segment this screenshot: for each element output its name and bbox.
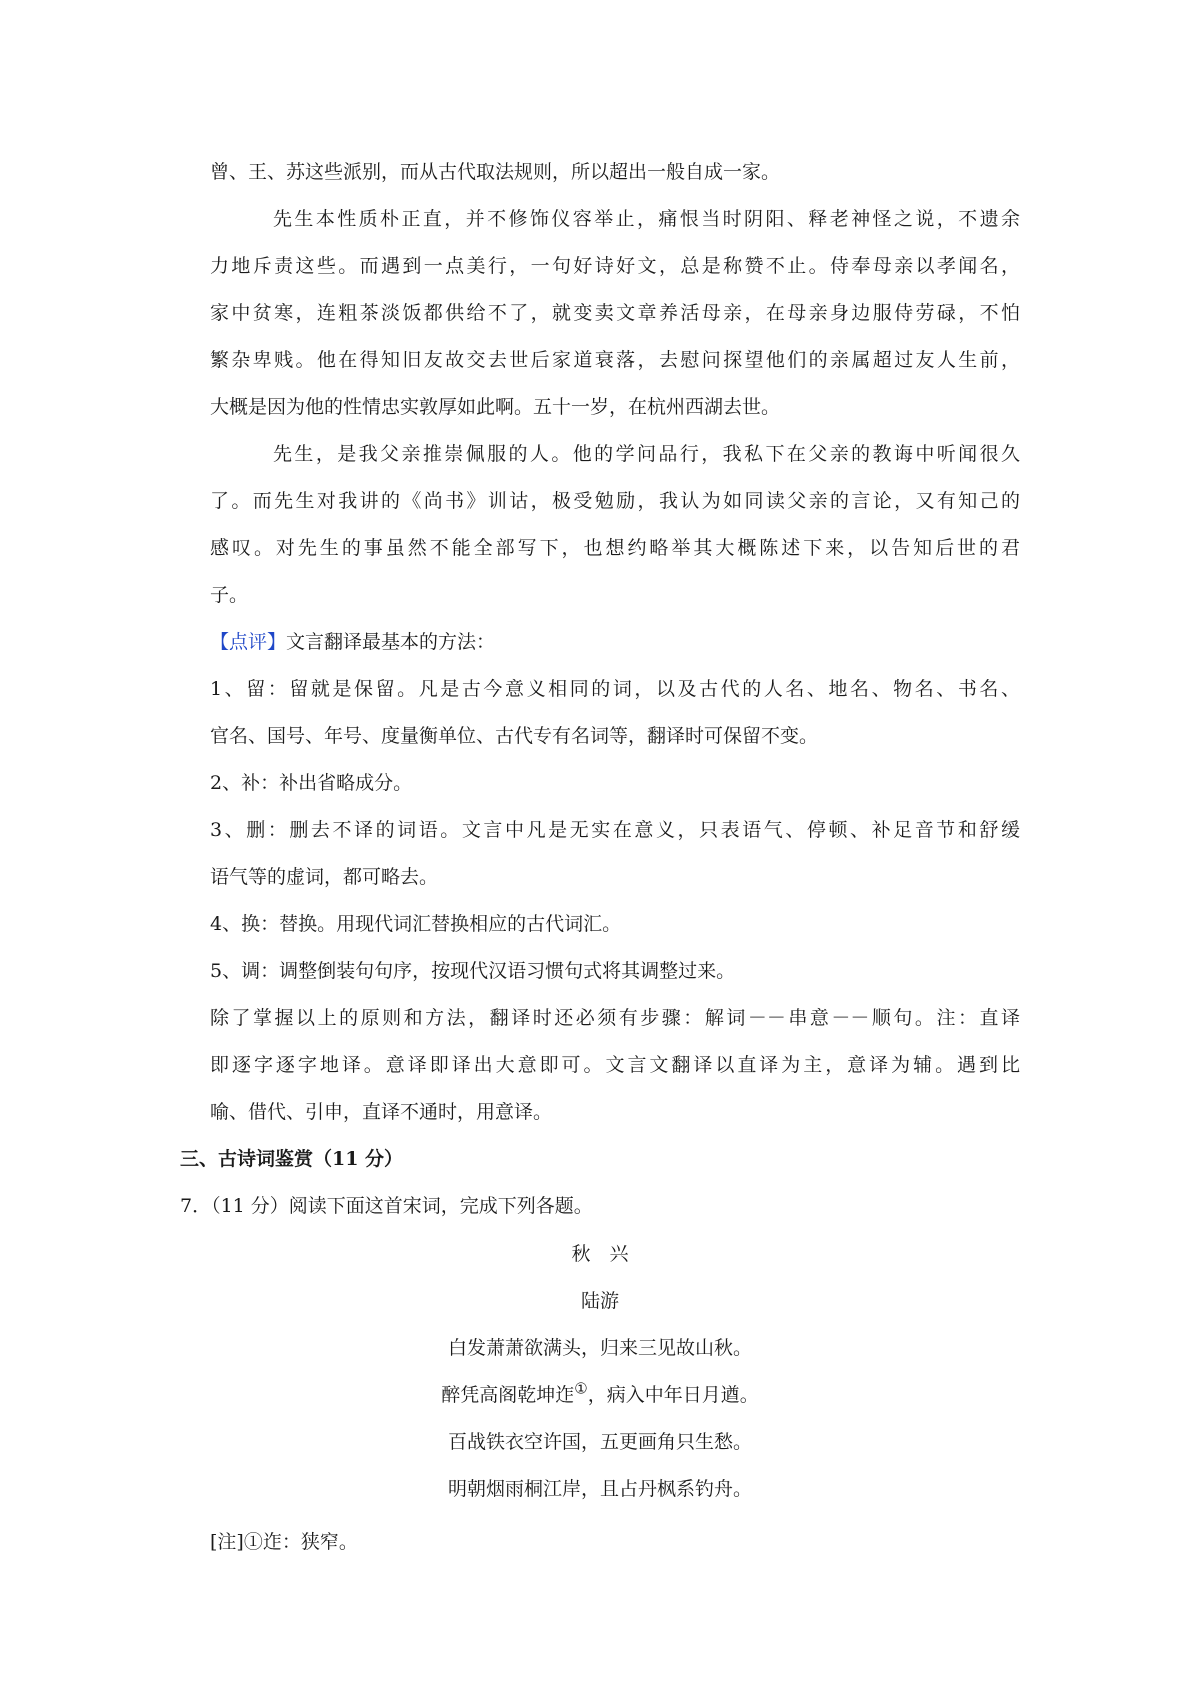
comment-intro: 文言翻译最基本的方法： xyxy=(286,631,496,653)
paragraph-3-line-2: 了。而先生对我讲的《尚书》训诂，极受勉励，我认为如同读父亲的言论，又有知己的 xyxy=(210,490,1020,512)
paragraph-2-line-5: 大概是因为他的性情忠实敦厚如此啊。五十一岁，在杭州西湖去世。 xyxy=(210,396,781,418)
paragraph-3-line-3: 感叹。对先生的事虽然不能全部写下，也想约略举其大概陈述下来，以告知后世的君 xyxy=(210,537,1020,559)
comment-item-3-line-1: 3、删：删去不译的词语。文言中凡是无实在意义，只表语气、停顿、补足音节和舒缓 xyxy=(210,819,1020,841)
poem-line-2-before: 醉凭高阁乾坤迮 xyxy=(441,1384,575,1406)
poem-line-4: 明朝烟雨桐江岸，且占丹枫系钓舟。 xyxy=(447,1478,752,1500)
poem-line-2-after: ，病入中年日月遒。 xyxy=(587,1384,759,1406)
comment-line xyxy=(210,630,495,654)
comment-note-line-2: 即逐字逐字地译。意译即译出大意即可。文言文翻译以直译为主，意译为辅。遇到比 xyxy=(210,1054,1020,1076)
footnote-marker: ① xyxy=(574,1379,588,1398)
comment-item-1-line-2: 官名、国号、年号、度量衡单位、古代专有名词等，翻译时可保留不变。 xyxy=(210,725,819,747)
footnote: [注]①迮：狭窄。 xyxy=(210,1531,358,1553)
paragraph-3-line-4: 子。 xyxy=(210,584,249,606)
paragraph-2-line-2: 力地斥责这些。而遇到一点美行，一句好诗好文，总是称赞不止。侍奉母亲以孝闻名， xyxy=(210,255,1020,277)
section-heading: 三、古诗词鉴赏（11 分） xyxy=(180,1148,404,1170)
poem-line-1: 白发萧萧欲满头，归来三见故山秋。 xyxy=(447,1337,752,1359)
poem-author: 陆游 xyxy=(580,1290,619,1312)
poem-line-3: 百战铁衣空许国，五更画角只生愁。 xyxy=(447,1431,752,1453)
paragraph-3-line-1: 先生，是我父亲推崇佩服的人。他的学问品行，我私下在父亲的教诲中听闻很久 xyxy=(273,443,1020,465)
comment-item-5: 5、调：调整倒装句句序，按现代汉语习惯句式将其调整过来。 xyxy=(210,960,736,982)
comment-item-2: 2、补：补出省略成分。 xyxy=(210,772,413,794)
paragraph-1-line-1: 曾、王、苏这些派别，而从古代取法规则，所以超出一般自成一家。 xyxy=(210,161,781,183)
question-stem: 7．（11 分）阅读下面这首宋词，完成下列各题。 xyxy=(180,1195,593,1217)
comment-tag: 【点评】 xyxy=(210,631,287,653)
comment-note-line-3: 喻、借代、引申，直译不通时，用意译。 xyxy=(210,1101,553,1123)
comment-item-3-line-2: 语气等的虚词，都可略去。 xyxy=(210,866,439,888)
comment-note-line-1: 除了掌握以上的原则和方法，翻译时还必须有步骤：解词－－串意－－顺句。注：直译 xyxy=(210,1007,1020,1029)
comment-item-4: 4、换：替换。用现代词汇替换相应的古代词汇。 xyxy=(210,913,622,935)
poem-title: 秋 兴 xyxy=(571,1243,629,1265)
paragraph-2-line-1: 先生本性质朴正直，并不修饰仪容举止，痛恨当时阴阳、释老神怪之说，不遗余 xyxy=(273,208,1020,230)
comment-item-1-line-1: 1、留：留就是保留。凡是古今意义相同的词，以及古代的人名、地名、物名、书名、 xyxy=(210,678,1020,700)
paragraph-2-line-4: 繁杂卑贱。他在得知旧友故交去世后家道衰落，去慰问探望他们的亲属超过友人生前， xyxy=(210,349,1020,371)
poem-line-2 xyxy=(0,1379,1200,1407)
paragraph-2-line-3: 家中贫寒，连粗茶淡饭都供给不了，就变卖文章养活母亲，在母亲身边服侍劳碌，不怕 xyxy=(210,302,1020,324)
